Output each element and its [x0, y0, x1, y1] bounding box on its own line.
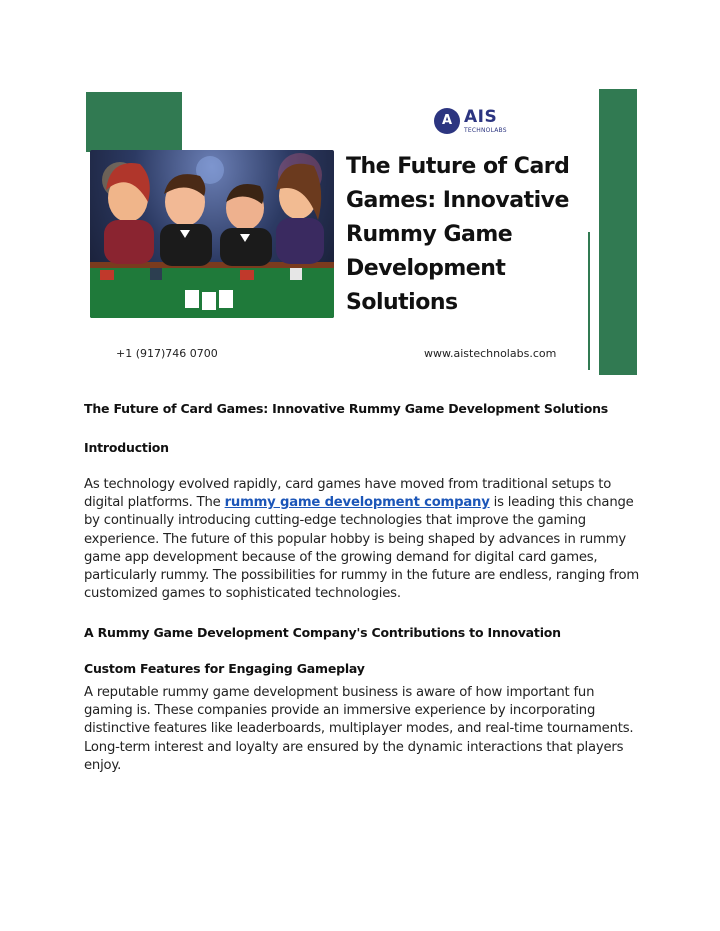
casino-players-illustration — [90, 150, 334, 318]
banner-title — [346, 150, 596, 320]
banner-website: www.aistechnolabs.com — [424, 347, 557, 360]
logo-mark-icon: A — [434, 108, 460, 134]
company-logo — [434, 107, 507, 134]
banner-title-line: Solutions — [346, 290, 458, 315]
logo-subtitle: TECHNOLABS — [464, 127, 507, 134]
banner-accent-bar — [599, 89, 637, 375]
banner-title-line: Development — [346, 256, 506, 281]
custom-features-paragraph: A reputable rummy game development business is aware of how important fun gaming is. These companies provide an immersive experience by incorporating distinctive features like leaderboards, multiplayer modes, and real-time tournaments. Long-term interest and loyalty are ensured by the dynamic interactions that players enjoy. — [84, 685, 634, 773]
rummy-company-link[interactable]: rummy game development company — [224, 495, 490, 511]
intro-paragraph — [84, 476, 640, 603]
custom-features-heading: Custom Features for Engaging Gameplay — [84, 661, 365, 676]
banner-accent-block — [86, 92, 182, 152]
banner-title-line: Rummy Game — [346, 222, 513, 247]
contributions-heading: A Rummy Game Development Company's Contributions to Innovation — [84, 625, 561, 640]
article-title: The Future of Card Games: Innovative Rummy Game Development Solutions — [84, 401, 609, 416]
banner-phone: +1 (917)746 0700 — [116, 347, 218, 360]
intro-text-before: As technology evolved rapidly, card games have moved from traditional setups to digital platforms. The — [84, 477, 612, 511]
intro-heading: Introduction — [84, 440, 169, 455]
banner-photo — [90, 150, 334, 318]
intro-text-after: is leading this change by continually introducing cutting-edge technologies that improve the gaming experience. The future of this popular hobby is being shaped by advances in rummy game app development because of the growing demand for digital card games, particularly rummy. The possibilities for rummy in the future are endless, ranging from customized games to sophisticated technologies. — [84, 495, 640, 602]
banner-title-line: Games: Innovative — [346, 188, 569, 213]
logo-name: AIS — [464, 107, 498, 127]
banner-title-line: The Future of Card — [346, 154, 570, 179]
